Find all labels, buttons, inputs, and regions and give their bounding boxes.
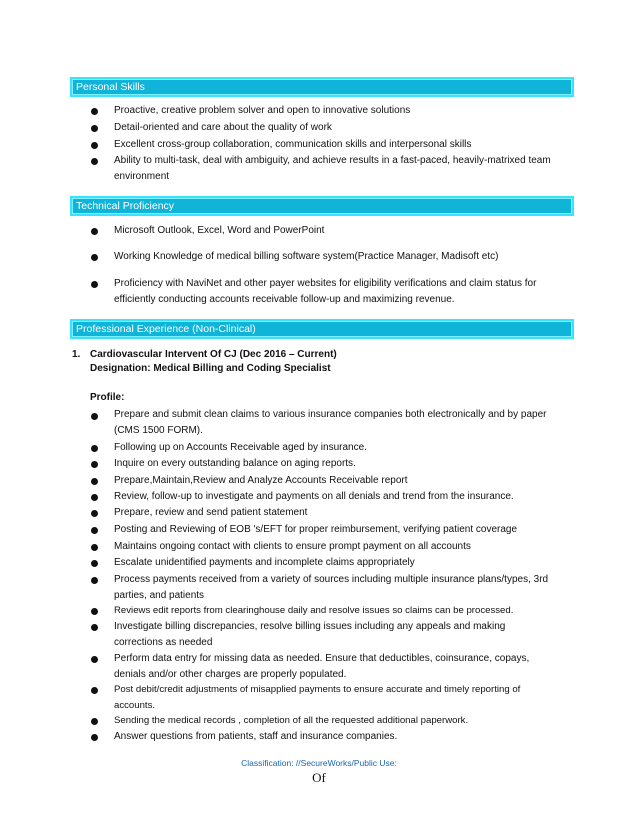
bullet-icon <box>91 413 98 420</box>
list-item: Perform data entry for missing data as needed. Ensure that deductibles, coinsurance, copays, denials and/or other charges are properly populated. <box>114 653 530 680</box>
list-item: Reviews edit reports from clearinghouse daily and resolve issues so claims can be processed. <box>114 605 514 616</box>
bullet-icon <box>91 461 98 468</box>
list-item: Posting and Reviewing of EOB 's/EFT for proper reimbursement, verifying patient coverage <box>114 524 518 535</box>
list-item: Proactive, creative problem solver and open to innovative solutions <box>114 105 411 116</box>
bullet-icon <box>91 624 98 631</box>
bullet-icon <box>91 510 98 517</box>
bullet-icon <box>91 656 98 663</box>
bullet-icon <box>91 108 98 115</box>
bullet-icon <box>91 718 98 725</box>
list-item: Investigate billing discrepancies, resolve billing issues including any appeals and making corrections as needed <box>114 621 506 648</box>
bullet-icon <box>91 445 98 452</box>
bullet-icon <box>91 527 98 534</box>
bullet-icon <box>91 560 98 567</box>
list-item: Following up on Accounts Receivable aged by insurance. <box>114 442 367 453</box>
bullet-icon <box>91 228 98 235</box>
job-employer: Cardiovascular Intervent Of CJ (Dec 2016 – Current) <box>90 349 337 360</box>
list-item: Detail-oriented and care about the quality of work <box>114 122 332 133</box>
bullet-icon <box>91 494 98 501</box>
section-header-technical-proficiency: Technical Proficiency <box>70 196 574 216</box>
list-item: Proficiency with NaviNet and other payer websites for eligibility verifications and claim status for efficiently conducting accounts receivable follow-up and maximizing revenue. <box>114 278 537 305</box>
bullet-icon <box>91 577 98 584</box>
list-item: Answer questions from patients, staff and insurance companies. <box>114 731 398 742</box>
list-item: Post debit/credit adjustments of misapplied payments to ensure accurate and timely reporting of accounts. <box>114 684 521 711</box>
list-item: Prepare,Maintain,Review and Analyze Accounts Receivable report <box>114 475 408 486</box>
job-designation: Designation: Medical Billing and Coding Specialist <box>90 363 331 374</box>
bullet-icon <box>91 281 98 288</box>
bullet-icon <box>91 254 98 261</box>
list-item: Working Knowledge of medical billing software system(Practice Manager, Madisoft etc) <box>114 251 499 262</box>
list-item: Prepare, review and send patient statement <box>114 507 308 518</box>
job-title <box>72 348 337 362</box>
list-item: Microsoft Outlook, Excel, Word and PowerPoint <box>114 225 325 236</box>
list-item: Process payments received from a variety of sources including multiple insurance plans/types, 3rd parties, and patients <box>114 574 549 601</box>
bullet-icon <box>91 142 98 149</box>
bullet-icon <box>91 158 98 165</box>
section-header-personal-skills: Personal Skills <box>70 77 574 97</box>
list-item: Review, follow-up to investigate and payments on all denials and trend from the insurance. <box>114 491 514 502</box>
footer-of: Of <box>312 770 326 785</box>
list-item: Prepare and submit clean claims to various insurance companies both electronically and by paper (CMS 1500 FORM). <box>114 409 547 436</box>
bullet-icon <box>91 125 98 132</box>
job-number: 1. <box>72 349 81 360</box>
bullet-icon <box>91 544 98 551</box>
section-header-professional-experience: Professional Experience (Non-Clinical) <box>70 319 574 339</box>
profile-label: Profile: <box>90 392 125 403</box>
bullet-icon <box>91 608 98 615</box>
list-item: Escalate unidentified payments and incomplete claims appropriately <box>114 557 415 568</box>
bullet-icon <box>91 478 98 485</box>
bullet-icon <box>91 687 98 694</box>
list-item: Sending the medical records , completion of all the requested additional paperwork. <box>114 715 469 726</box>
list-item: Ability to multi-task, deal with ambiguity, and achieve results in a fast-paced, heavily-matrixed team environment <box>114 155 551 182</box>
list-item: Maintains ongoing contact with clients to ensure prompt payment on all accounts <box>114 541 471 552</box>
footer-classification: Classification: //SecureWorks/Public Use: <box>241 758 397 768</box>
list-item: Excellent cross-group collaboration, communication skills and interpersonal skills <box>114 139 472 150</box>
list-item: Inquire on every outstanding balance on aging reports. <box>114 458 356 469</box>
bullet-icon <box>91 734 98 741</box>
